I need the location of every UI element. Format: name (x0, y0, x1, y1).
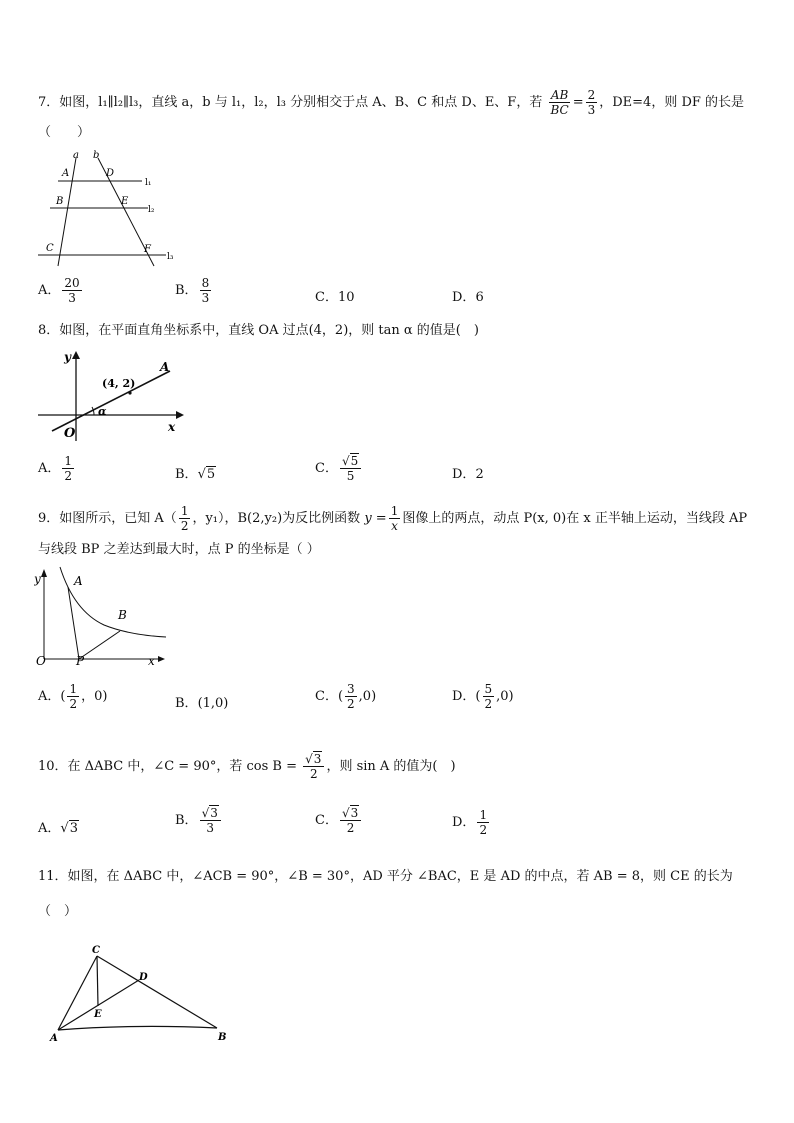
q9-number: 9． (38, 511, 60, 526)
label-l1: l₁ (145, 178, 152, 188)
q9-stem-line1: 9．如图所示，已知 A（ $\frac{1}{2}$ ，y₁），B(2,y₂)为反比例函数 y = $\frac{1}{x}$ 图像上的两点，动点 P(x, 0)在 x 正半轴上运动，当线段 AP (38, 504, 748, 533)
q10-option-d[interactable]: D． $\frac{1}{2}$ (452, 808, 488, 837)
q7-number: 7． (38, 95, 60, 110)
q8-coordinate-figure (36, 345, 186, 445)
label-y: y (64, 350, 71, 364)
q8-stem (38, 322, 479, 340)
q9-option-a[interactable]: A．( $\frac{1}{2}$ ，0) (38, 682, 108, 711)
q8-option-a[interactable]: A． $\frac{1}{2}$ (38, 454, 73, 483)
q10-stem: 10．在 ΔABC 中，∠C = 90°，若 cos B = $\frac{√3}{2}$ ，则 sin A 的值为( ) (38, 752, 456, 781)
point-4-2 (128, 391, 131, 394)
q7-value-fraction: $\frac{2}{3}$ (587, 88, 596, 117)
x-axis-arrow (176, 411, 184, 419)
label-C: C (92, 945, 100, 956)
label-B: B (118, 608, 127, 622)
label-x: x (168, 420, 176, 434)
label-x: x (148, 654, 155, 668)
y-axis-arrow (41, 569, 47, 577)
q7-option-d[interactable]: D．6 (452, 290, 484, 305)
q10-number: 10． (38, 759, 68, 774)
q9-stem-line2: 与线段 BP 之差达到最大时，点 P 的坐标是（ ） (38, 542, 320, 557)
label-a: a (73, 150, 79, 161)
label-E: E (94, 1009, 102, 1020)
segment-CE (97, 956, 98, 1006)
q9-option-b[interactable]: B．(1,0) (175, 696, 229, 711)
side-AC (58, 956, 97, 1030)
q8-number: 8． (38, 323, 60, 338)
label-l3: l₃ (167, 252, 174, 262)
q10-option-c[interactable]: C． $\frac{√3}{2}$ (315, 806, 363, 835)
label-A: A (62, 168, 70, 179)
q7-text-part1: 如图，l₁∥l₂∥l₃，直线 a，b 与 l₁，l₂，l₃ 分别相交于点 A、B、C 和点 D、E、F，若 (59, 95, 543, 110)
q7-parallel-lines-figure (36, 148, 186, 270)
label-B: B (218, 1032, 227, 1043)
label-O: O (64, 426, 76, 441)
q7-option-c[interactable]: C．10 (315, 290, 355, 305)
q11-number: 11． (38, 869, 68, 884)
q8-text: 如图，在平面直角坐标系中，直线 OA 过点(4，2)，则 tan α 的值是( ) (59, 323, 479, 338)
side-CB (97, 956, 217, 1028)
side-AB (58, 1026, 217, 1030)
x-axis-arrow (158, 656, 165, 662)
q7-option-b[interactable]: B． $\frac{8}{3}$ (175, 276, 210, 305)
label-alpha: α (98, 405, 107, 418)
label-D: D (139, 972, 148, 983)
q7-ratio-fraction: $\frac{AB}{BC}$ (550, 88, 569, 117)
label-b: b (93, 150, 100, 161)
segment-BP (79, 631, 120, 659)
q8-option-d[interactable]: D．2 (452, 467, 484, 482)
label-y: y (34, 572, 41, 586)
q9-hyperbola-figure (34, 565, 174, 669)
q9-option-d[interactable]: D．( $\frac{5}{2}$ ,0) (452, 682, 514, 711)
q10-option-b[interactable]: B． $\frac{√3}{3}$ (175, 806, 223, 835)
label-A: A (160, 360, 170, 374)
label-D: D (106, 168, 115, 179)
label-l2: l₂ (148, 205, 155, 215)
label-point: (4, 2) (102, 377, 136, 390)
q9-option-c[interactable]: C．( $\frac{3}{2}$ ,0) (315, 682, 377, 711)
label-C: C (46, 243, 54, 254)
label-E: E (121, 196, 129, 207)
q11-answer-paren: （ ） (38, 904, 78, 919)
label-P: P (76, 654, 85, 668)
label-O: O (36, 654, 46, 668)
q10-option-a[interactable]: A．√3 (38, 821, 78, 836)
label-A: A (74, 574, 83, 588)
label-F: F (144, 244, 151, 255)
q11-stem: 11．如图，在 ΔABC 中，∠ACB = 90°，∠B = 30°，AD 平分 ∠BAC，E 是 AD 的中点，若 AB = 8，则 CE 的长为 (38, 869, 733, 884)
q8-option-c[interactable]: C． $\frac{√5}{5}$ (315, 454, 363, 483)
q7-stem: 7．如图，l₁∥l₂∥l₃，直线 a，b 与 l₁，l₂，l₃ 分别相交于点 A、B、C 和点 D、E、F，若 $\frac{AB}{BC}$ = $\frac{2}{3}$ ，DE=4，则 DF 的长是 (38, 88, 745, 117)
q7-answer-paren: （ ） (38, 125, 91, 140)
q7-option-a[interactable]: A． $\frac{20}{3}$ (38, 276, 80, 305)
label-B: B (56, 196, 64, 207)
q11-triangle-figure (44, 940, 234, 1046)
label-A: A (50, 1033, 58, 1044)
q8-option-b[interactable]: B．√5 (175, 467, 216, 482)
y-axis-arrow (72, 351, 80, 359)
q7-text-part2: ，DE=4，则 DF 的长是 (599, 95, 745, 110)
